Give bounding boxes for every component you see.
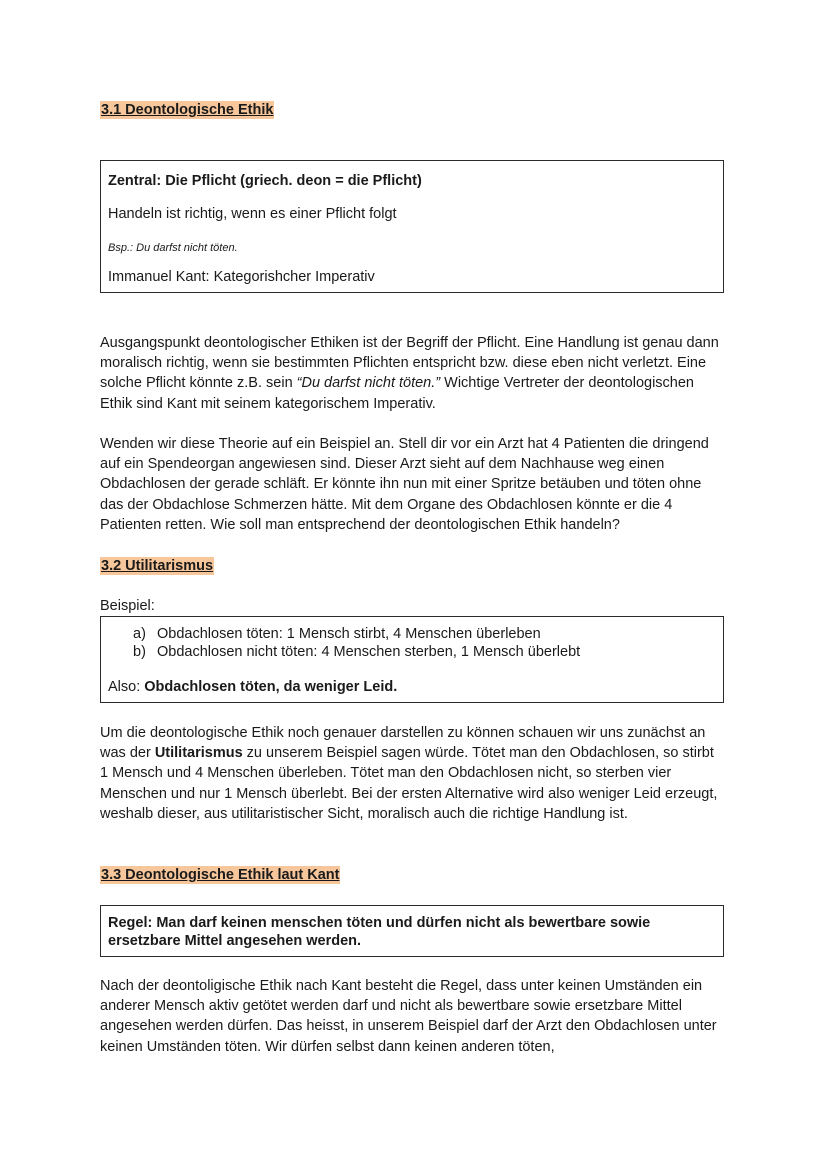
list-item-text: Obdachlosen nicht töten: 4 Menschen sterben, 1 Mensch überlebt — [157, 644, 581, 660]
paragraph-text: zu unserem Beispiel sagen würde. Tötet man den Obdachlosen, so stirbt 1 Mensch und 4 Menschen überleben. Tötet man den Obdachlosen nicht, so sterben vier Menschen und nur 1 Mensch überlebt. Bei der ersten Alternative wird also weniger Leid erzeugt, weshalb dieser, aus utilitaristischer Sicht, moralisch auch die richtige Handlung ist. — [100, 745, 718, 822]
paragraph-text: Um die deontologische Ethik noch genauer darstellen zu können schauen wir uns zunächst an was der — [100, 725, 706, 762]
section-heading-utilitarismus: 3.2 Utilitarismus — [101, 558, 214, 574]
summary-box-kant-rule — [100, 905, 724, 957]
conclusion-prefix: Also: — [108, 679, 145, 695]
section-heading-kant: 3.3 Deontologische Ethik laut Kant — [101, 867, 340, 883]
list-item — [133, 643, 580, 661]
summary-box-utilitarism — [100, 616, 724, 703]
box-line-example: Bsp.: Du darfst nicht töten. — [108, 242, 238, 254]
summary-box-deontology — [100, 160, 724, 293]
paragraph-deontology-intro — [100, 333, 725, 414]
example-label: Beispiel: — [100, 598, 155, 614]
bold-term: Utilitarismus — [154, 745, 243, 762]
box-line-rule: Handeln ist richtig, wenn es einer Pflicht folgt — [108, 206, 397, 222]
list-item-text: Obdachlosen töten: 1 Mensch stirbt, 4 Menschen überleben — [157, 626, 541, 642]
list-item — [133, 625, 580, 643]
conclusion-text: Obdachlosen töten, da weniger Leid. — [144, 679, 398, 695]
box-line-kant: Immanuel Kant: Kategorishcher Imperativ — [108, 269, 375, 285]
paragraph-kant: Nach der deontoligische Ethik nach Kant besteht die Regel, dass unter keinen Umständen ein anderer Mensch aktiv getötet werden darf und nicht als bewertbare sowie ersetzbare Mittel angesehen werden dürfen. Das heisst, in unserem Beispiel darf der Arzt den Obdachlosen unter keinen Umständen töten. Wir dürfen selbst dann keinen anderen töten, — [100, 978, 717, 1055]
box-conclusion — [108, 678, 397, 696]
paragraph-example: Wenden wir diese Theorie auf ein Beispiel an. Stell dir vor ein Arzt hat 4 Patienten die dringend auf ein Spendeorgan angewiesen sind. Dieser Arzt sieht auf dem Nachhause weg einen Obdachlosen der gerade schläft. Er könnte ihn nun mit einer Spritze betäuben und töten ohne das der Obdachlose Schmerzen hätte. Mit dem Organe des Obdachlosen könnte er die 4 Patienten retten. Wie soll man entsprechend der deontologischen Ethik handeln? — [100, 436, 709, 533]
paragraph-utilitarism — [100, 723, 725, 824]
list-marker: b) — [133, 644, 146, 660]
box-rule: Regel: Man darf keinen menschen töten und dürfen nicht als bewertbare sowie ersetzbare Mittel angesehen werden. — [108, 915, 651, 949]
section-heading-deontologische-ethik: 3.1 Deontologische Ethik — [101, 102, 274, 118]
paragraph-text: Wichtige Vertreter der deontologischen Ethik sind Kant mit seinem kategorischem Imperativ. — [100, 375, 695, 412]
list-marker: a) — [133, 626, 146, 642]
paragraph-text: Ausgangspunkt deontologischer Ethiken ist der Begriff der Pflicht. Eine Handlung ist genau dann moralisch richtig, wenn sie bestimmten Pflichten entspricht bzw. diese eben nicht verletzt. Eine solche Pflicht könnte z.B. sein — [100, 335, 719, 392]
alternatives-list — [133, 625, 580, 661]
box-line-central: Zentral: Die Pflicht (griech. deon = die Pflicht) — [108, 173, 422, 189]
quote-text: “Du darfst nicht töten.” — [296, 375, 441, 392]
